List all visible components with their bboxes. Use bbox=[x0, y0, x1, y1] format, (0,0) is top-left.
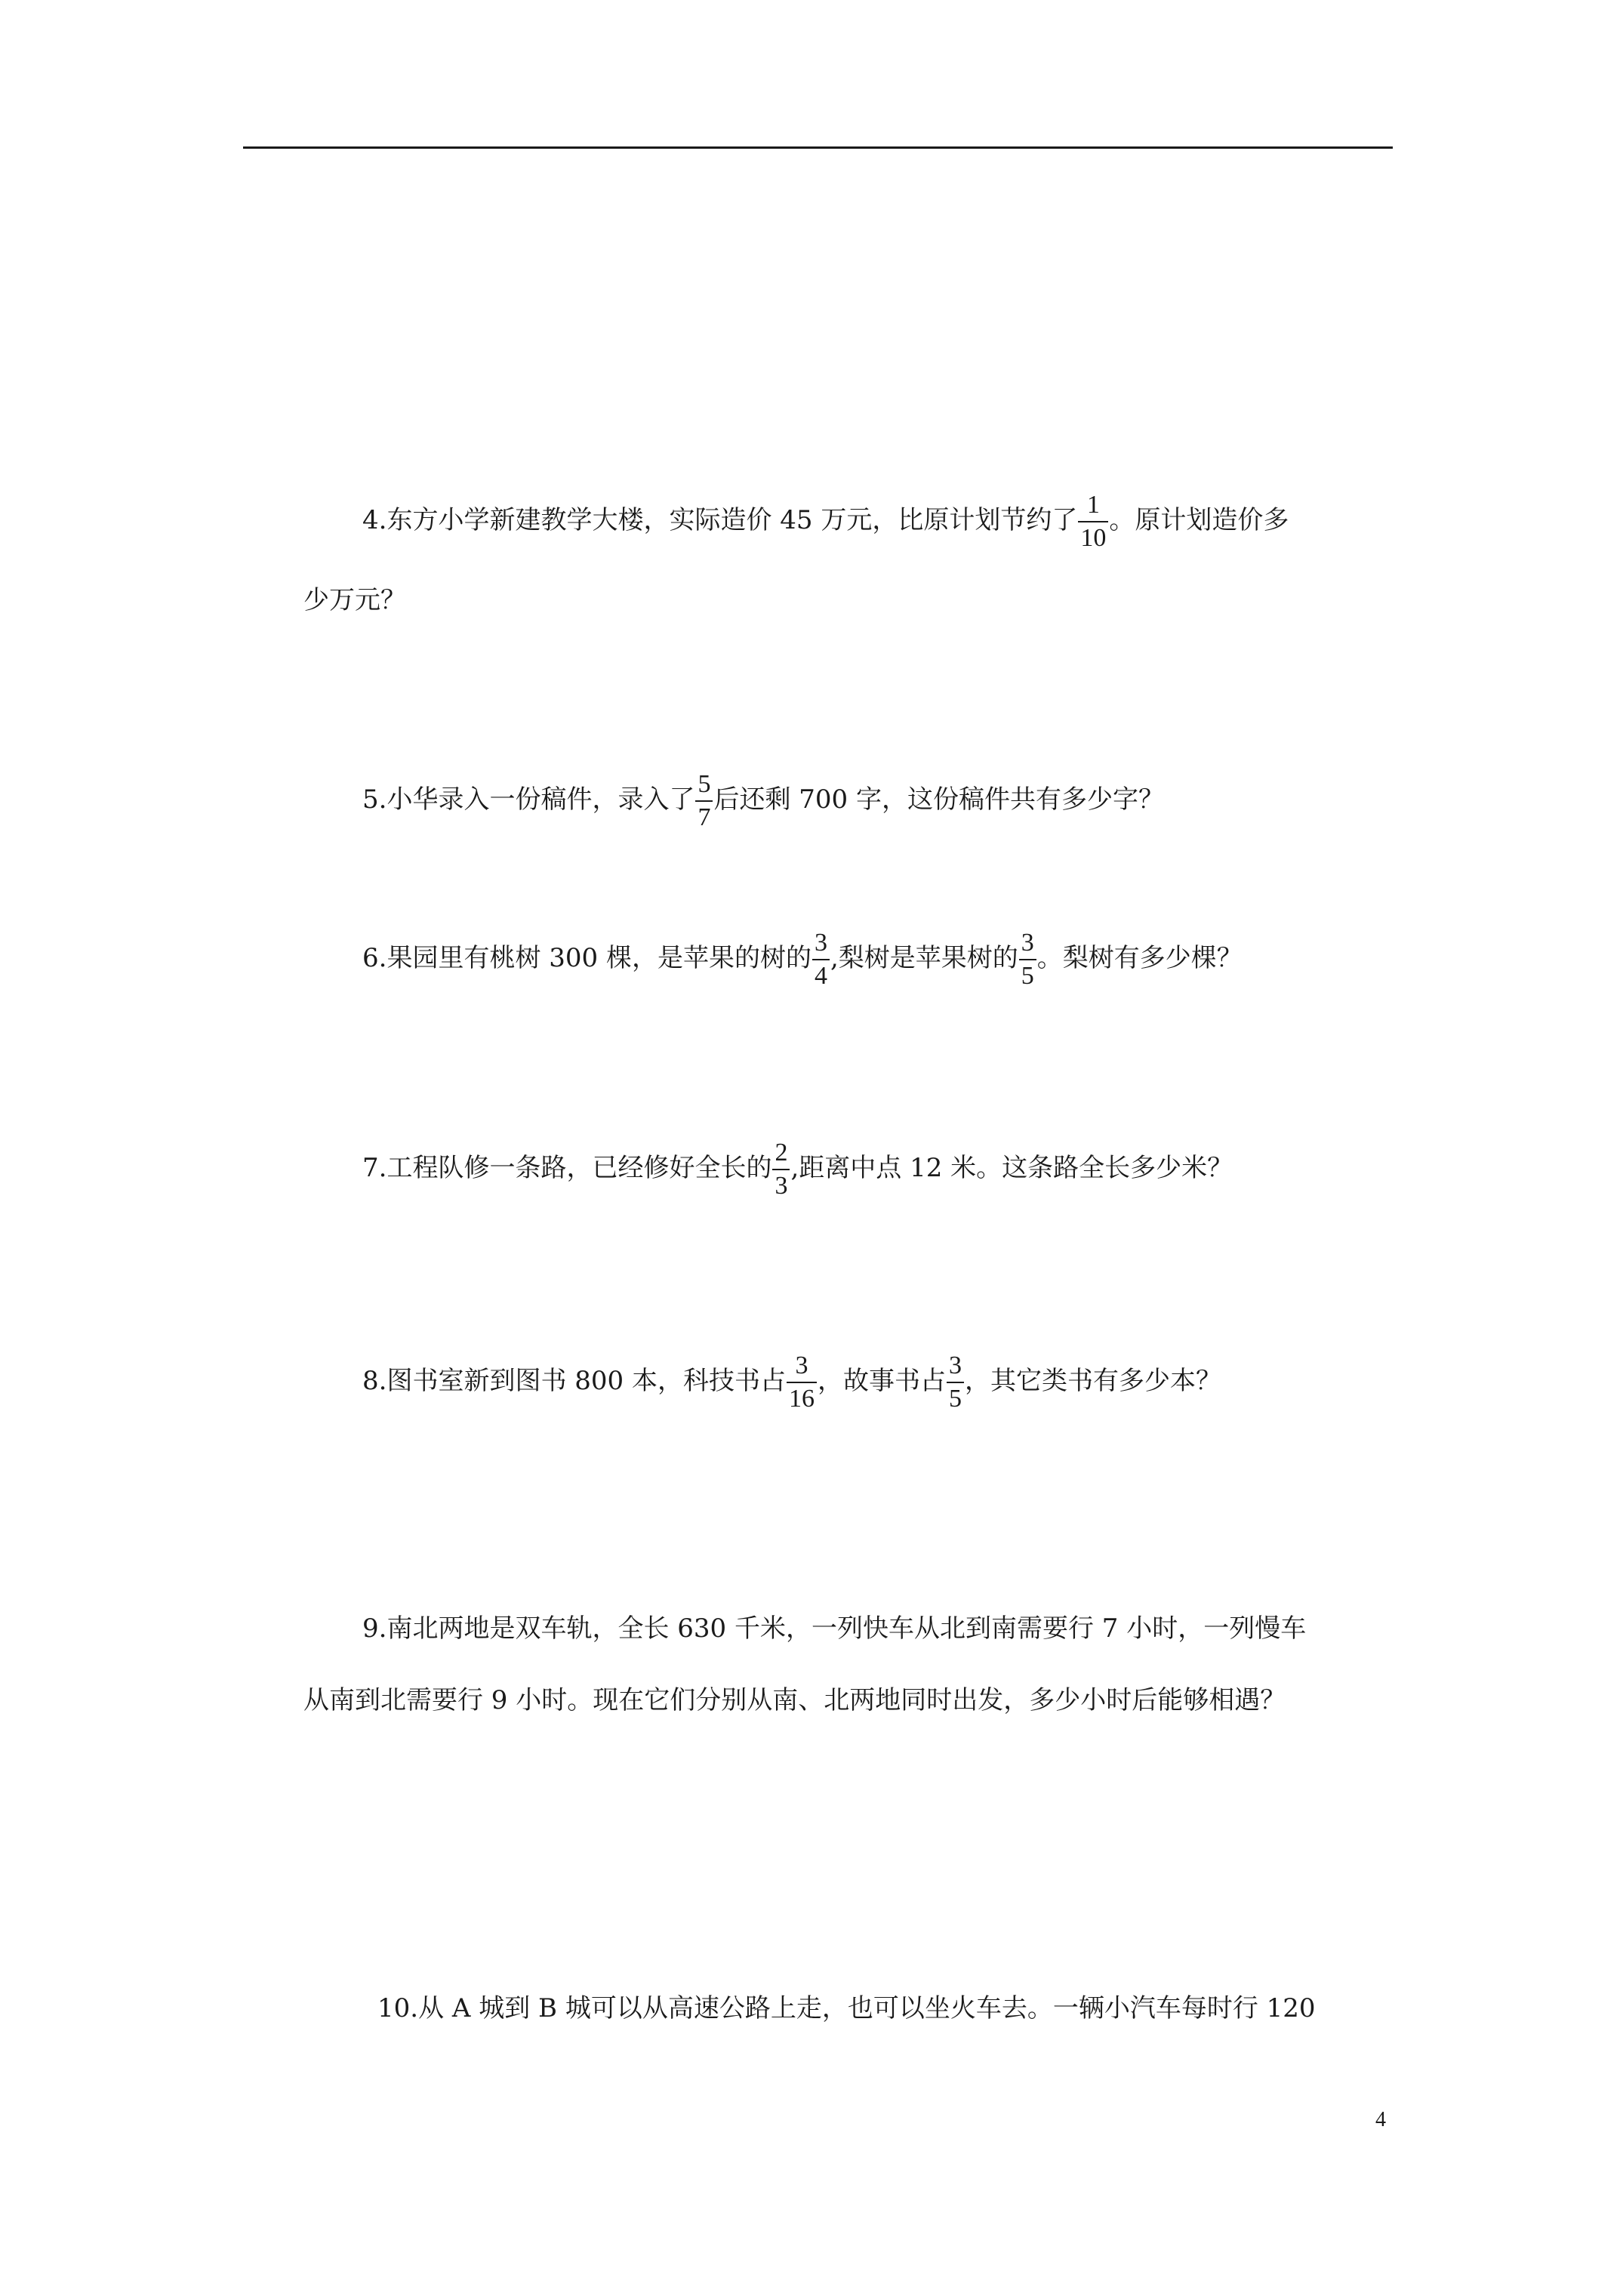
fraction-denominator: 7 bbox=[698, 803, 711, 831]
problem-6-text-b: ,梨树是苹果树的 bbox=[830, 943, 1018, 973]
fraction-denominator: 10 bbox=[1080, 524, 1107, 552]
fraction-numerator: 2 bbox=[772, 1140, 790, 1170]
fraction-5-7 bbox=[695, 772, 713, 831]
problem-4-line-2 bbox=[303, 585, 406, 615]
header-rule bbox=[243, 146, 1393, 149]
fraction-denominator: 4 bbox=[814, 962, 827, 990]
problem-9-text-b: 从南到北需要行 9 小时。现在它们分别从南、北两地同时出发，多少小时后能够相遇？ bbox=[303, 1685, 1286, 1715]
problem-6-text-a: 6.果园里有桃树 300 棵，是苹果的树的 bbox=[362, 943, 812, 973]
problem-8-text-c: ，其它类书有多少本？ bbox=[964, 1366, 1221, 1396]
problem-5-text-a: 5.小华录入一份稿件，录入了 bbox=[362, 784, 695, 815]
fraction-denominator: 5 bbox=[948, 1385, 962, 1413]
problem-10-line-1 bbox=[377, 1993, 1316, 2023]
problem-4-line-1 bbox=[362, 492, 1289, 551]
fraction-3-16 bbox=[787, 1353, 817, 1412]
problem-10-text-a: 10.从 A 城到 B 城可以从高速公路上走，也可以坐火车去。一辆小汽车每时行 120 bbox=[377, 1993, 1316, 2023]
fraction-3-4 bbox=[812, 930, 830, 989]
fraction-denominator: 16 bbox=[788, 1385, 815, 1413]
fraction-denominator: 3 bbox=[775, 1172, 788, 1200]
problem-8 bbox=[362, 1353, 1221, 1412]
fraction-numerator: 3 bbox=[1019, 930, 1036, 960]
fraction-numerator: 3 bbox=[947, 1353, 964, 1383]
problem-9-line-1 bbox=[362, 1613, 1306, 1644]
problem-7 bbox=[362, 1140, 1233, 1199]
fraction-2-3 bbox=[772, 1140, 790, 1199]
problem-6 bbox=[362, 930, 1243, 989]
problem-5-text-b: 后还剩 700 字，这份稿件共有多少字？ bbox=[713, 784, 1164, 815]
problem-5 bbox=[362, 772, 1164, 831]
problem-4-text-b: 。原计划造价多 bbox=[1109, 505, 1289, 535]
problem-7-text-a: 7.工程队修一条路，已经修好全长的 bbox=[362, 1153, 772, 1183]
problem-9-line-2 bbox=[303, 1685, 1286, 1715]
problem-4-text-c: 少万元？ bbox=[303, 585, 406, 615]
problem-6-text-c: 。梨树有多少棵？ bbox=[1036, 943, 1243, 973]
fraction-1-10 bbox=[1078, 492, 1108, 551]
problem-9-text-a: 9.南北两地是双车轨，全长 630 千米，一列快车从北到南需要行 7 小时，一列慢车 bbox=[362, 1613, 1307, 1644]
problem-8-text-a: 8.图书室新到图书 800 本，科技书占 bbox=[362, 1366, 786, 1396]
fraction-numerator: 1 bbox=[1078, 492, 1108, 522]
problem-8-text-b: ，故事书占 bbox=[817, 1366, 946, 1396]
problem-4-text-a: 4.东方小学新建教学大楼，实际造价 45 万元，比原计划节约了 bbox=[362, 505, 1078, 535]
fraction-denominator: 5 bbox=[1021, 962, 1034, 990]
fraction-numerator: 5 bbox=[695, 772, 713, 802]
fraction-numerator: 3 bbox=[787, 1353, 817, 1383]
fraction-numerator: 3 bbox=[812, 930, 830, 960]
page-number: 4 bbox=[1375, 2108, 1386, 2131]
fraction-3-5 bbox=[1019, 930, 1036, 989]
fraction-3-5 bbox=[947, 1353, 964, 1412]
problem-7-text-b: ,距离中点 12 米。这条路全长多少米？ bbox=[790, 1153, 1233, 1183]
